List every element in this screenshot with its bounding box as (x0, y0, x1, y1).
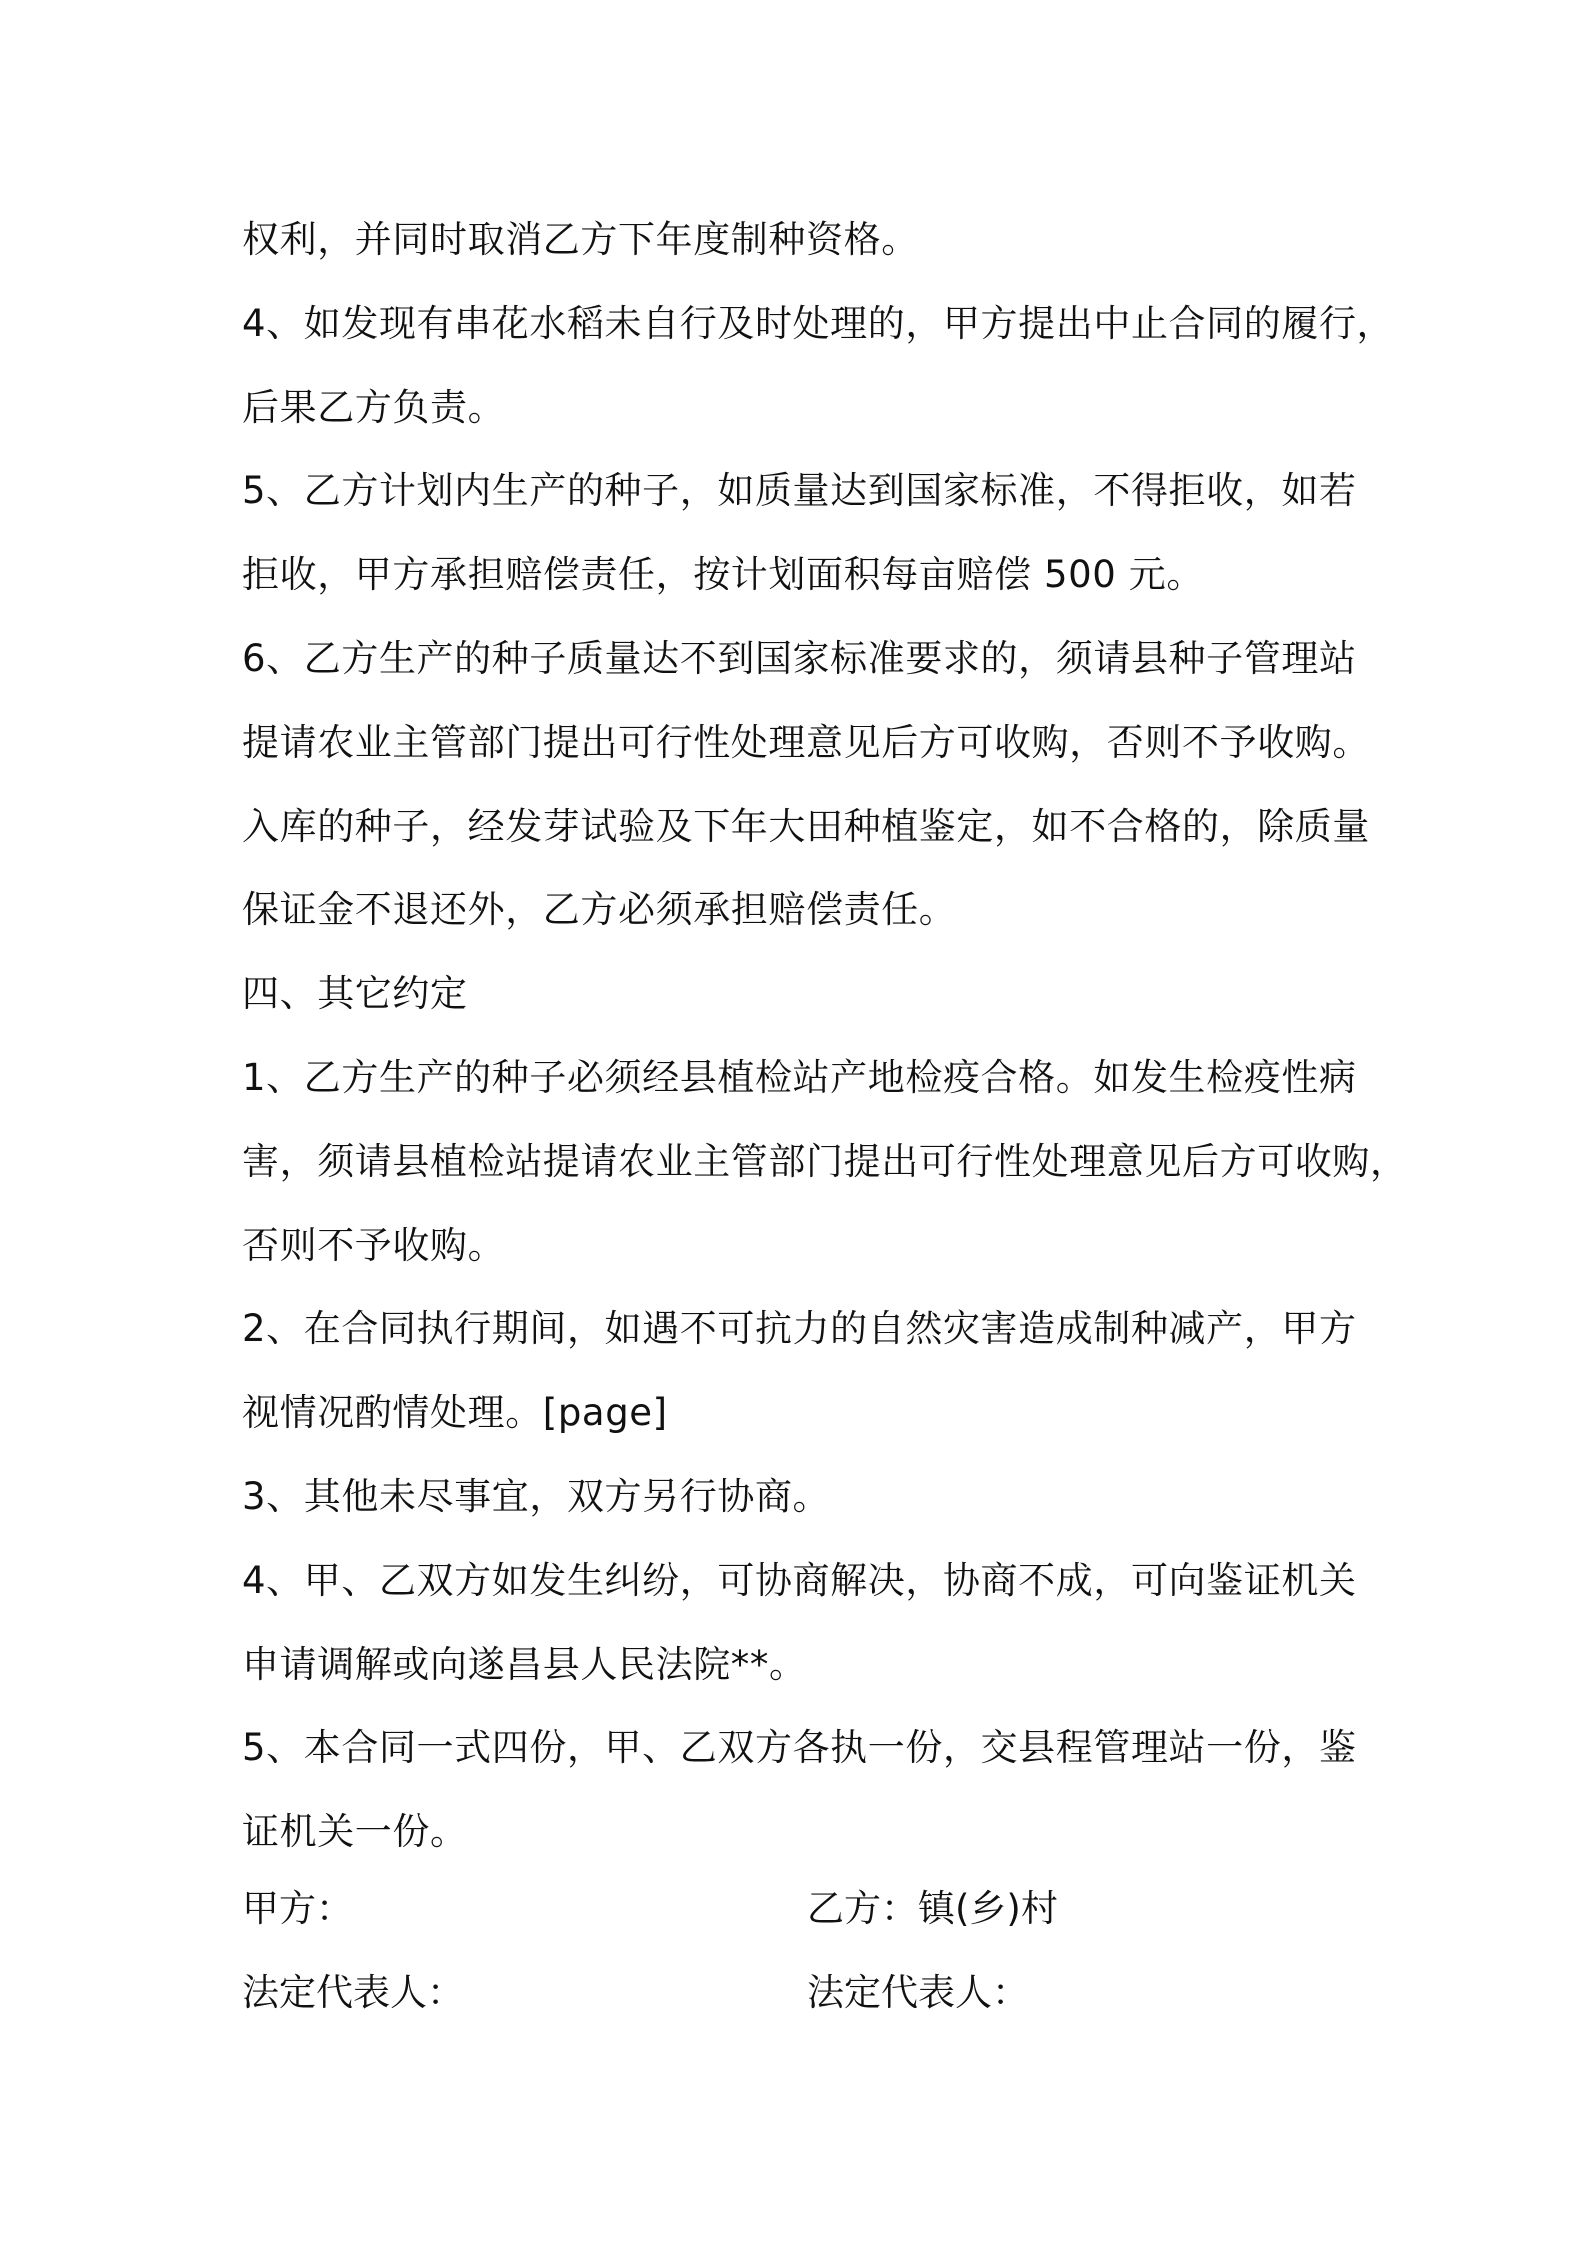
text-line: 拒收，甲方承担赔偿责任，按计划面积每亩赔偿 500 元。 (242, 553, 1204, 597)
text-line: 害，须请县植检站提请农业主管部门提出可行性处理意见后方可收购， (242, 1139, 1408, 1183)
party-b-representative-label: 法定代表人： (807, 1970, 1029, 2014)
text-line: 4、如发现有串花水稻未自行及时处理的，甲方提出中止合同的履行， (242, 301, 1395, 345)
party-b-label: 乙方：镇(乡)村 (807, 1887, 1058, 1930)
text-line: 否则不予收购。 (242, 1223, 506, 1267)
text-line: 5、乙方计划内生产的种子，如质量达到国家标准，不得拒收，如若 (242, 469, 1357, 513)
text-line: 视情况酌情处理。[page] (242, 1391, 668, 1435)
signature-row-party (242, 1867, 1382, 1951)
text-line: 5、本合同一式四份，甲、乙双方各执一份，交县程管理站一份，鉴 (242, 1726, 1357, 1770)
text-line: 申请调解或向遂昌县人民法院**。 (242, 1642, 807, 1686)
section-heading: 四、其它约定 (242, 972, 468, 1016)
party-a-representative-label: 法定代表人： (242, 1970, 464, 2014)
text-line: 保证金不退还外，乙方必须承担赔偿责任。 (242, 888, 957, 932)
signature-block (242, 1867, 1382, 2035)
text-line: 证机关一份。 (242, 1810, 468, 1854)
text-line: 1、乙方生产的种子必须经县植检站产地检疫合格。如发生检疫性病 (242, 1055, 1357, 1099)
signature-row-representative (242, 1951, 1382, 2035)
text-line: 4、甲、乙双方如发生纠纷，可协商解决，协商不成，可向鉴证机关 (242, 1558, 1357, 1602)
text-line: 3、其他未尽事宜，双方另行协商。 (242, 1474, 831, 1518)
text-line: 入库的种子，经发芽试验及下年大田种植鉴定，如不合格的，除质量 (242, 804, 1370, 848)
text-line: 6、乙方生产的种子质量达不到国家标准要求的，须请县种子管理站 (242, 636, 1357, 680)
text-line: 后果乙方负责。 (242, 385, 506, 429)
text-line: 2、在合同执行期间，如遇不可抗力的自然灾害造成制种减产，甲方 (242, 1307, 1357, 1351)
text-line: 权利，并同时取消乙方下年度制种资格。 (242, 218, 919, 261)
text-line: 提请农业主管部门提出可行性处理意见后方可收购，否则不予收购。 (242, 720, 1370, 764)
party-a-label: 甲方： (242, 1887, 353, 1930)
document-body (242, 198, 1408, 1874)
